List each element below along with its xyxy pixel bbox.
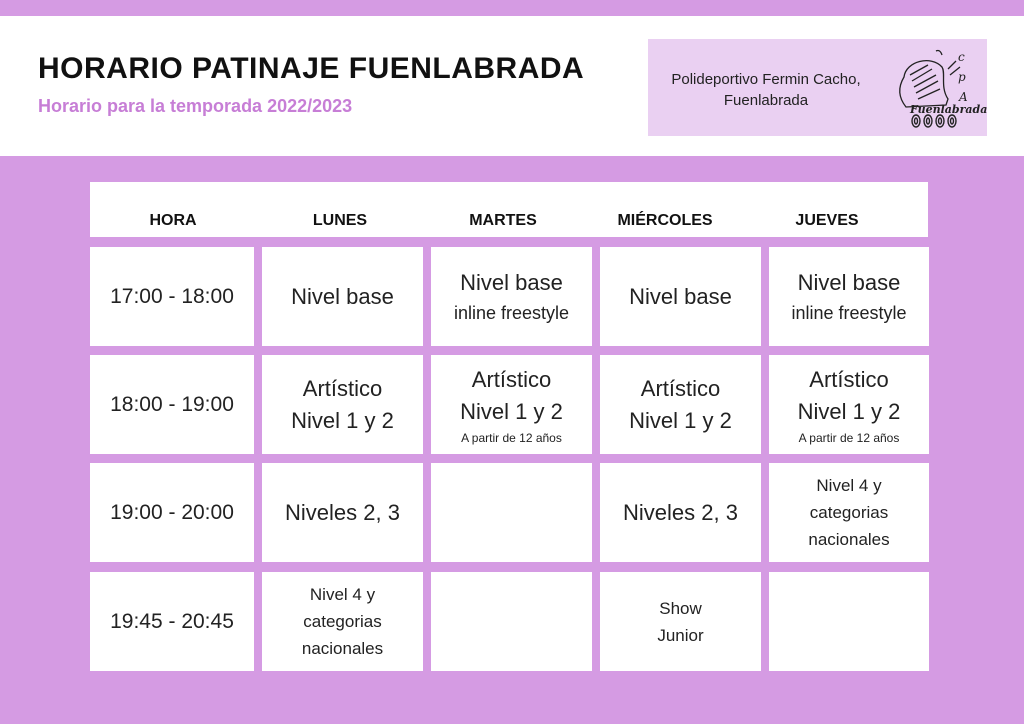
class-sublabel: inline freestyle [791,302,907,323]
class-label: Nivel base [797,269,901,295]
class-sublabel: Nivel 1 y 2 [629,407,732,433]
class-sublabel: Junior [657,625,704,645]
schedule-cell-jueves [769,247,929,346]
club-logo-icon [876,47,988,129]
time-label: 19:45 - 20:45 [110,609,234,633]
svg-text:c: c [958,50,965,64]
class-sublabel: categorias [303,612,382,631]
class-note: A partir de 12 años [461,430,562,445]
venue-info-box [648,39,987,136]
class-label: Show [659,598,702,618]
svg-text:A: A [959,90,968,104]
schedule-cell-jueves [769,355,929,454]
class-label: Artístico [302,375,383,401]
class-sublabel: Nivel 1 y 2 [460,398,563,424]
schedule-cell-miercoles [600,355,761,454]
schedule-cell-martes [431,463,592,562]
schedule-cell-lunes [262,572,423,671]
schedule-cell-martes [431,572,592,671]
class-sublabel: inline freestyle [453,302,570,323]
table-header-row [90,182,928,237]
class-sublabel: nacionales [301,639,384,658]
schedule-cell-miercoles [600,463,761,562]
venue-line-1: Polideportivo Fermin Cacho, [671,71,861,88]
class-label: Artístico [640,375,721,401]
column-header-lunes: LUNES [312,212,368,229]
schedule-cell-lunes [262,463,423,562]
column-header-miercoles: MIÉRCOLES [617,212,713,229]
class-label: Nivel 4 y [816,476,882,495]
schedule-cell-jueves [769,463,929,562]
svg-text:Fuenlabrada: Fuenlabrada [910,103,988,116]
schedule-cell-martes [431,355,592,454]
time-cell [90,247,254,346]
class-sublabel: Nivel 1 y 2 [291,407,394,433]
page-title: HORARIO PATINAJE FUENLABRADA [38,52,585,85]
schedule-cell-miercoles [600,247,761,346]
column-header-hora: HORA [149,212,197,229]
time-cell [90,355,254,454]
venue-line-2: Fuenlabrada [723,92,809,109]
class-label: Nivel base [291,283,394,309]
class-label: Nivel base [629,283,732,309]
class-label: Artístico [471,366,552,392]
schedule-cell-lunes [262,247,423,346]
schedule-cell-miercoles [600,572,761,671]
schedule-cell-martes [431,247,592,346]
time-label: 18:00 - 19:00 [110,392,234,416]
column-header-martes: MARTES [469,212,537,229]
class-note: A partir de 12 años [798,430,900,445]
class-label: Artístico [809,366,889,392]
time-label: 17:00 - 18:00 [110,284,234,308]
class-label: Niveles 2, 3 [623,499,738,525]
class-sublabel: nacionales [808,530,890,549]
class-label: Niveles 2, 3 [285,499,400,525]
schedule-cell-lunes [262,355,423,454]
svg-text:p: p [958,70,966,84]
venue-text [656,69,876,111]
page-subtitle: Horario para la temporada 2022/2023 [38,96,353,116]
time-cell [90,463,254,562]
time-cell [90,572,254,671]
class-label: Nivel 4 y [309,585,376,604]
class-sublabel: Nivel 1 y 2 [797,398,901,424]
column-header-jueves: JUEVES [795,212,859,229]
class-sublabel: categorias [809,503,889,522]
schedule-cell-jueves [769,572,929,671]
class-label: Nivel base [460,269,563,295]
header-band [0,16,1024,156]
time-label: 19:00 - 20:00 [110,500,234,524]
